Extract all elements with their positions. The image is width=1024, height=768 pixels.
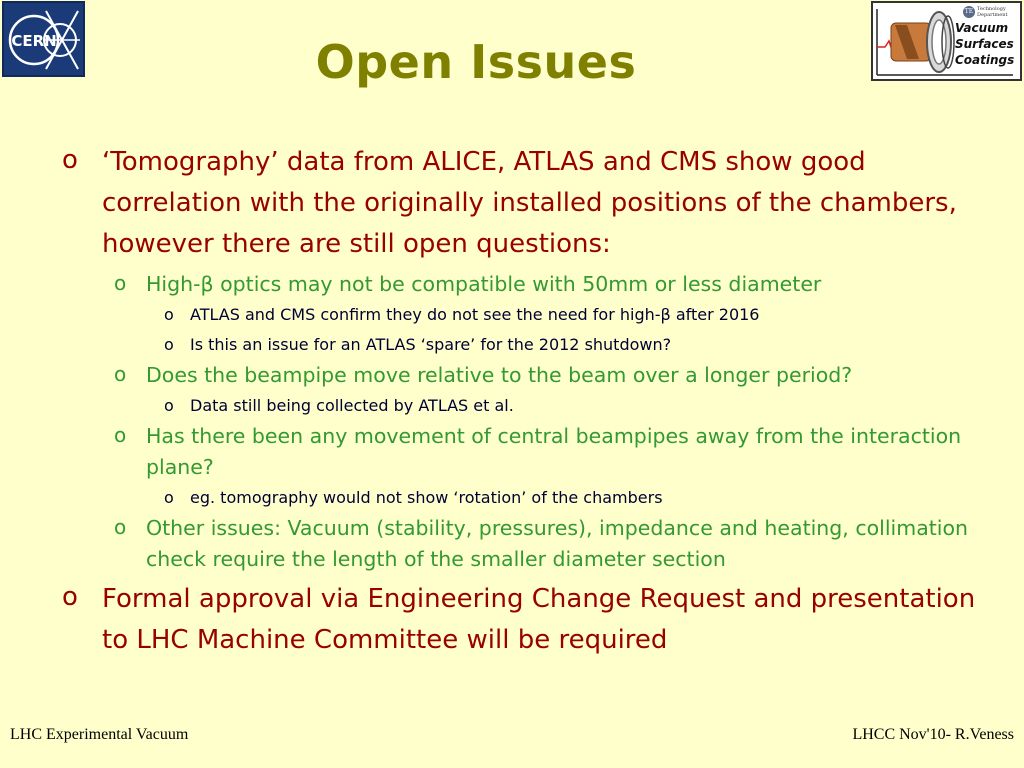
bullet-text: Formal approval via Engineering Change Request and presentation to LHC Machine Committee will be required (102, 584, 976, 655)
department-line2: Department (977, 12, 1008, 18)
footer-left: LHC Experimental Vacuum (10, 726, 189, 743)
sub-bullet-text: High-β optics may not be compatible with 50mm or less diameter (146, 272, 822, 296)
footer-right: LHCC Nov'10- R.Veness (852, 726, 1014, 743)
vsc-line-vacuum: Vacuum (955, 21, 1009, 35)
vsc-line-surfaces: Surfaces (955, 37, 1014, 51)
bullet-marker: o (164, 335, 174, 354)
sub-bullet-item (114, 360, 992, 391)
sub-bullet-text: Does the beampipe move relative to the beam over a longer period? (146, 363, 853, 387)
bullet-marker: o (164, 488, 174, 507)
sub-bullet-text: Other issues: Vacuum (stability, pressures), impedance and heating, collimation check require the length of the smaller diameter section (146, 516, 969, 571)
bullet-marker: o (164, 396, 174, 415)
bullet-item (62, 579, 992, 661)
te-badge: TE (963, 6, 975, 18)
bullet-marker: o (114, 515, 127, 539)
bullet-text: ‘Tomography’ data from ALICE, ATLAS and CMS show good correlation with the originally installed positions of the chambers, however there are still open questions: (102, 147, 957, 259)
bullet-marker: o (114, 362, 127, 386)
slide-title: Open Issues (315, 35, 637, 89)
sub-sub-bullet-text: ATLAS and CMS confirm they do not see the need for high-β after 2016 (190, 305, 760, 324)
bullet-marker: o (114, 271, 127, 295)
sub-sub-bullet-item (164, 391, 992, 421)
vsc-logo-text (955, 20, 1014, 68)
sub-bullet-item (114, 421, 992, 483)
bullet-marker: o (114, 423, 127, 447)
sub-bullet-item (114, 513, 992, 575)
cern-logo-text: CERN (11, 32, 57, 50)
bullet-marker: o (62, 145, 78, 175)
sub-sub-bullet-item (164, 483, 992, 513)
sub-sub-bullet-text: eg. tomography would not show ‘rotation’ of the chambers (190, 488, 663, 507)
department-label (977, 6, 1007, 18)
sub-bullet-item (114, 269, 992, 300)
sub-sub-bullet-item (164, 300, 992, 330)
sub-bullet-text: Has there been any movement of central beampipes away from the interaction plane? (146, 424, 962, 479)
sub-sub-bullet-text: Is this an issue for an ATLAS ‘spare’ for the 2012 shutdown? (190, 335, 672, 354)
department-line1: Technology (977, 6, 1006, 12)
sub-sub-bullet-text: Data still being collected by ATLAS et al. (190, 396, 514, 415)
sub-sub-bullet-item (164, 330, 992, 360)
bullet-item (62, 142, 992, 265)
bullet-list (62, 142, 992, 665)
bullet-marker: o (62, 582, 78, 612)
bullet-marker: o (164, 305, 174, 324)
vsc-line-coatings: Coatings (955, 53, 1015, 67)
